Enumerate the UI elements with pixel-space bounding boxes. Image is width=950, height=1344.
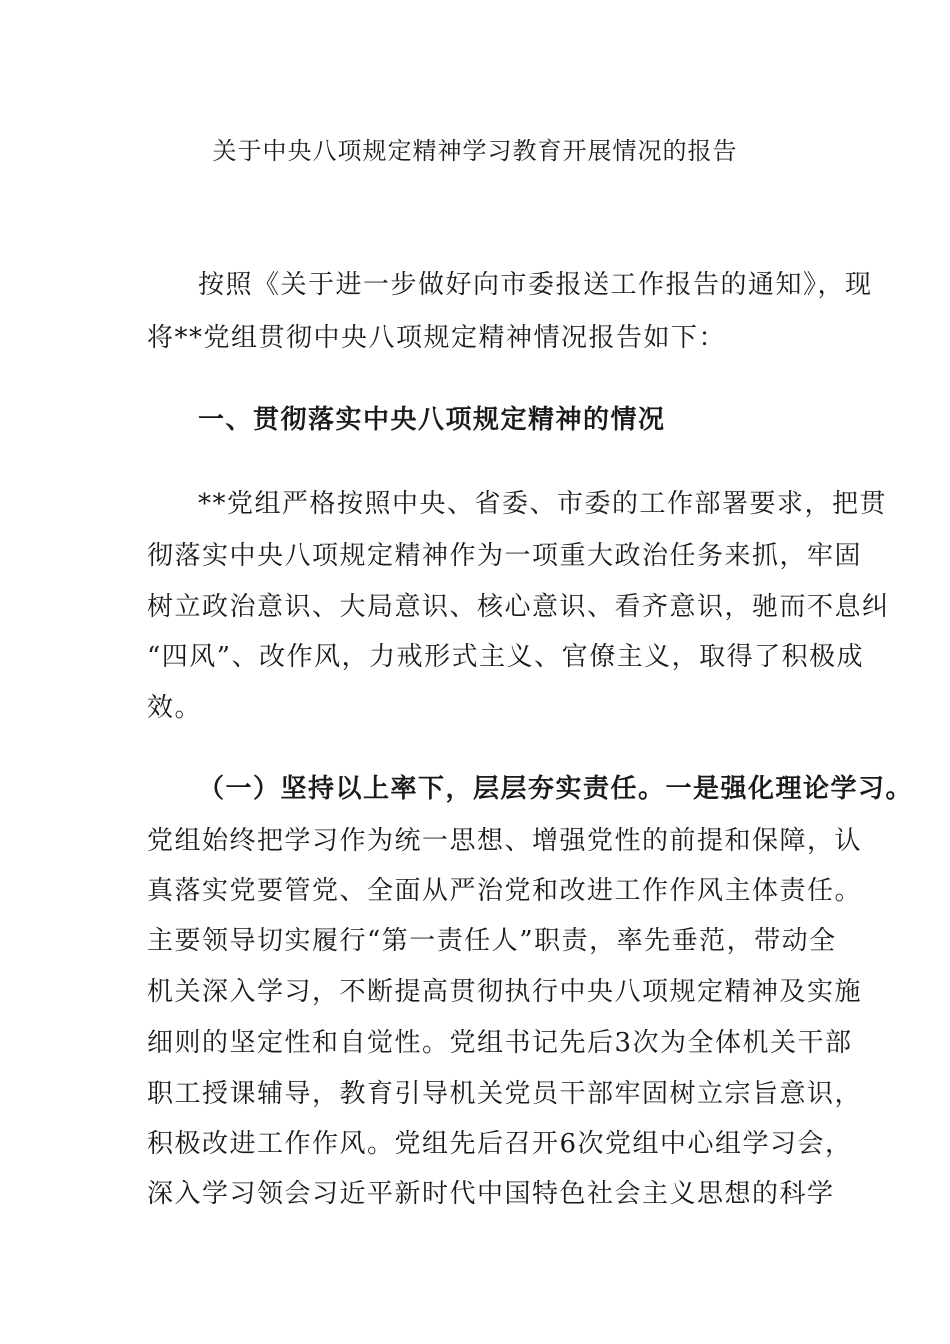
para2-line-6: 职工授课辅导，教育引导机关党员干部牢固树立宗旨意识， xyxy=(147,1079,863,1109)
para1-line-1: **党组严格按照中央、省委、市委的工作部署要求，把贯 xyxy=(198,489,888,519)
para1-line-3: 树立政治意识、大局意识、核心意识、看齐意识，驰而不息纠 xyxy=(147,592,890,622)
para1-line-2: 彻落实中央八项规定精神作为一项重大政治任务来抓，牢固 xyxy=(147,541,863,571)
section-heading-1: 一、贯彻落实中央八项规定精神的情况 xyxy=(198,405,666,435)
para2-line-8: 深入学习领会习近平新时代中国特色社会主义思想的科学 xyxy=(147,1179,835,1209)
para1-line-5: 效。 xyxy=(147,693,203,723)
subsection-lead: （一）坚持以上率下，层层夯实责任。一是强化理论学习。 xyxy=(198,774,914,804)
para2-line-1: 党组始终把学习作为统一思想、增强党性的前提和保障，认 xyxy=(147,826,863,856)
para2-line-2: 真落实党要管党、全面从严治党和改进工作作风主体责任。 xyxy=(147,876,863,906)
para2-line-4: 机关深入学习，不断提高贯彻执行中央八项规定精神及实施 xyxy=(147,977,863,1007)
intro-line-1: 按照《关于进一步做好向市委报送工作报告的通知》，现 xyxy=(198,270,873,300)
para2-line-5: 细则的坚定性和自觉性。党组书记先后3次为全体机关干部 xyxy=(147,1028,853,1058)
para1-line-4: “四风”、改作风，力戒形式主义、官僚主义，取得了积极成 xyxy=(147,642,865,672)
intro-line-2: 将**党组贯彻中央八项规定精神情况报告如下： xyxy=(147,323,727,353)
para2-line-3: 主要领导切实履行“第一责任人”职责，率先垂范，带动全 xyxy=(147,926,837,956)
para2-line-7: 积极改进工作作风。党组先后召开6次党组中心组学习会， xyxy=(147,1129,853,1159)
document-title: 关于中央八项规定精神学习教育开展情况的报告 xyxy=(212,137,738,165)
